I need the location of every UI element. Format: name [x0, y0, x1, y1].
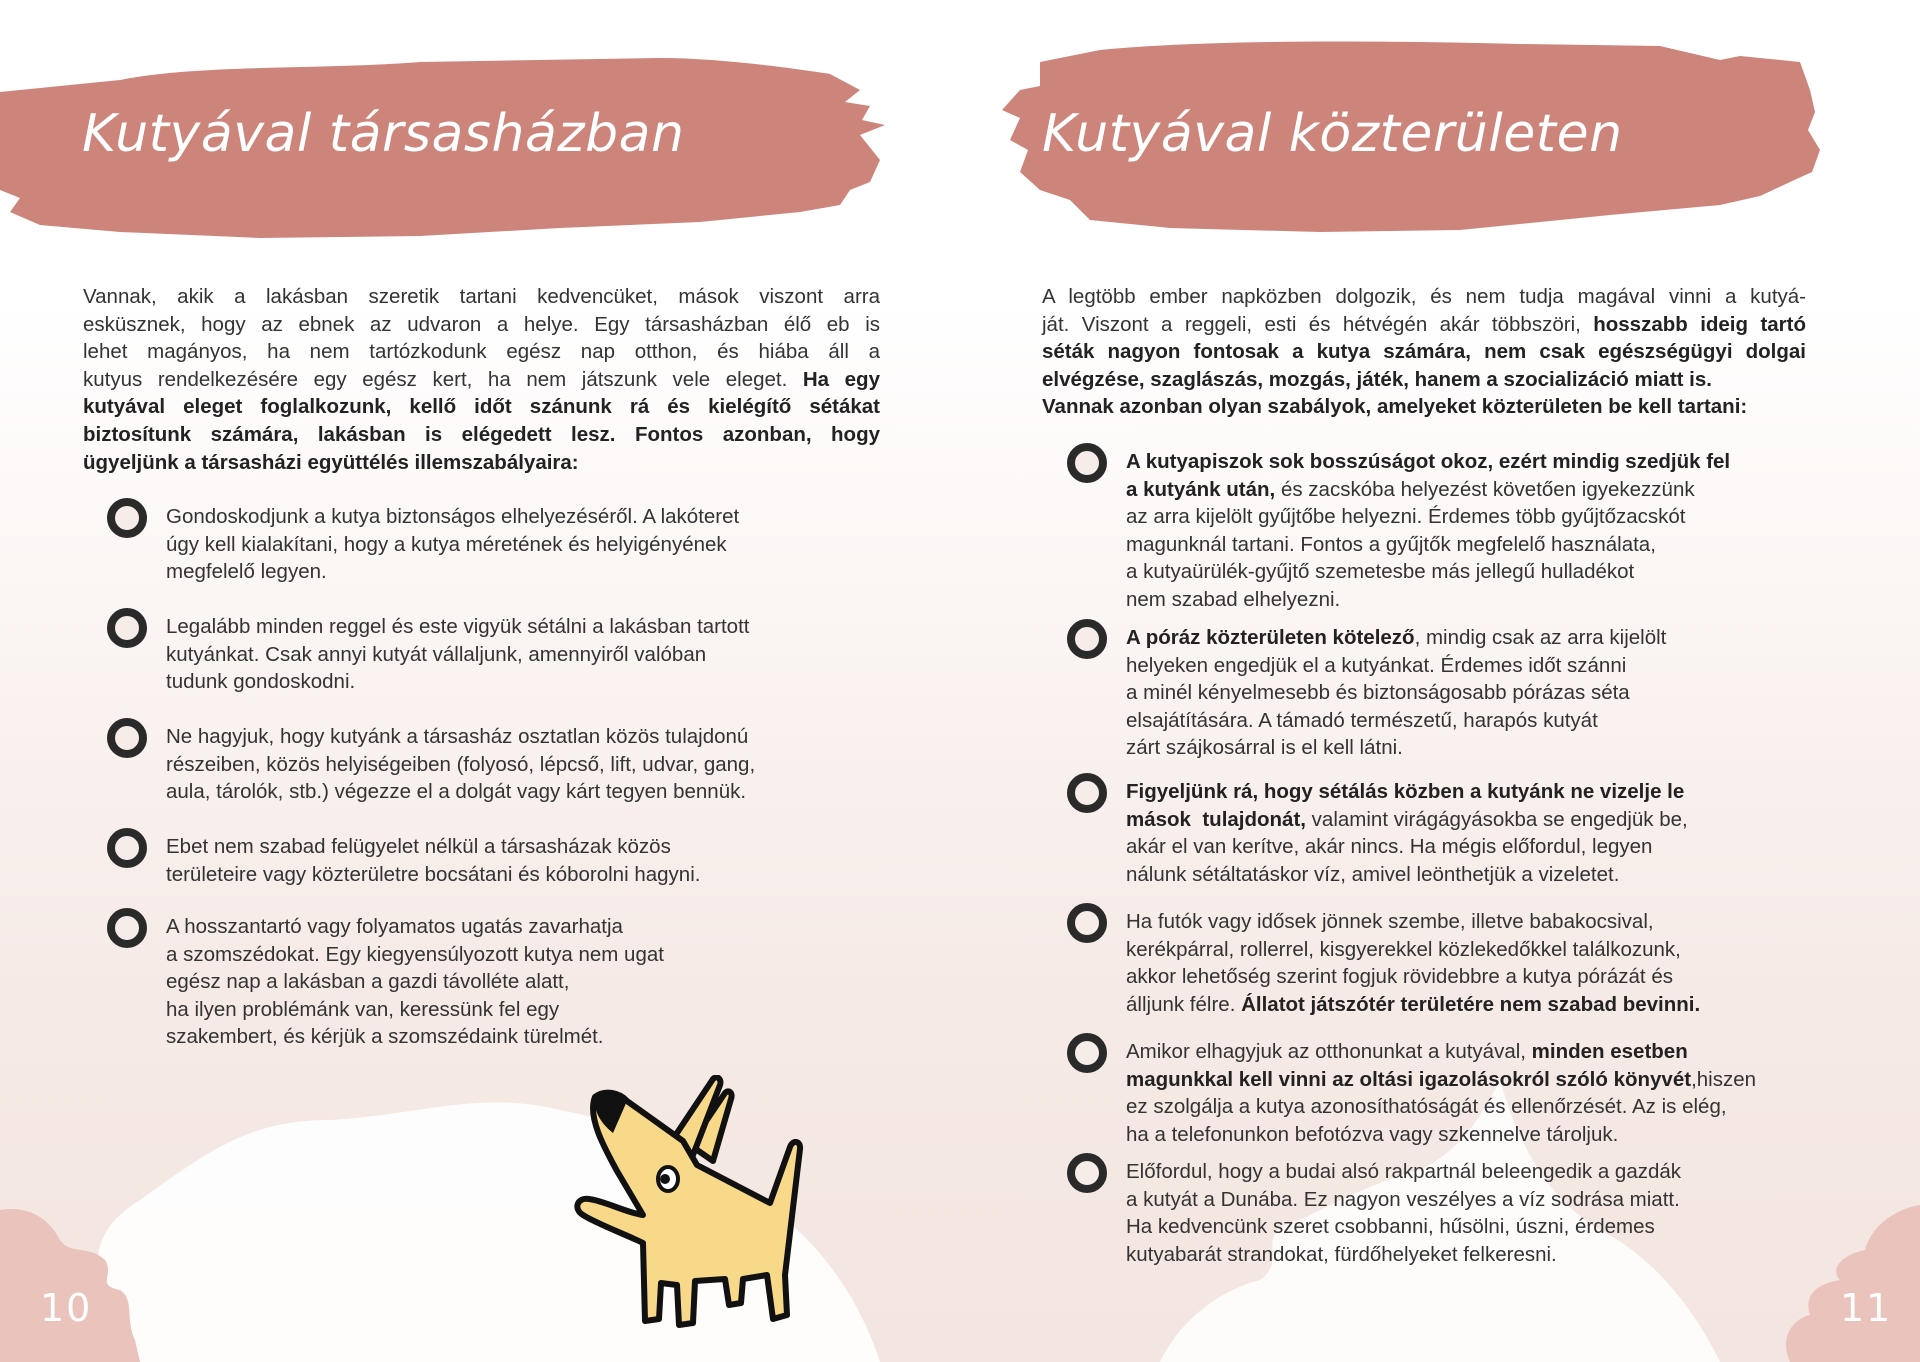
intro-line: séták nagyon fontosak a kutya számára, nem csak egészségügyi dolgai: [1042, 340, 1806, 364]
list-item-line: Legalább minden reggel és este vigyük sétálni a lakásban tartott: [166, 615, 750, 638]
list-item-line: [1126, 734, 1666, 762]
right-page: [960, 0, 1920, 1362]
list-item-line: kutyánkat. Csak annyi kutyát vállaljunk, amennyiről valóban: [166, 642, 707, 666]
intro-paragraph: [83, 283, 880, 476]
circle-bullet-icon: [1064, 900, 1110, 946]
list-item-line: [1126, 778, 1688, 806]
list-item-line: [1126, 448, 1730, 476]
circle-bullet-icon: [1064, 440, 1110, 486]
intro-line: lehet magányos, ha nem tartózkodunk egész nap otthon, és hiába áll a: [83, 340, 880, 364]
intro-line: elvégzése, szaglászás, mozgás, játék, hanem a szocializáció miatt is.: [1042, 367, 1712, 391]
text-run: helyeken engedjük el a kutyánkat. Érdemes időt szánni: [1126, 653, 1627, 677]
page-title: Kutyával közterületen: [1042, 104, 1623, 164]
list-item-line: [1126, 1121, 1756, 1149]
list-item-line: [1126, 936, 1700, 964]
list-item-line: tudunk gondoskodni.: [166, 670, 356, 694]
text-run: a kutyaürülék-gyűjtő szemetesbe más jellegű hulladékot: [1126, 560, 1635, 584]
text-run: Ha futók vagy idősek jönnek szembe, illetve babakocsival,: [1126, 910, 1654, 933]
text-run: kerékpárral, rollerrel, kisgyerekkel közlekedőkkel találkozunk,: [1126, 937, 1681, 961]
circle-bullet-icon: [1064, 770, 1110, 816]
list-item-line: [1126, 652, 1666, 680]
list-item-line: aula, tárolók, stb.) végezze el a dolgát vagy kárt tegyen bennük.: [166, 780, 747, 804]
intro-line: ügyeljünk a társasházi együttélés illemszabályaira:: [83, 450, 579, 474]
text-run: akkor lehetőség szerint fogjuk rövidebbre a kutya pórázát és: [1126, 965, 1673, 989]
bold-text: a kutyánk után,: [1126, 477, 1276, 501]
intro-paragraph: [1042, 283, 1806, 421]
text-run: ,hiszen: [1691, 1067, 1757, 1091]
intro-line: A legtöbb ember napközben dolgozik, és nem tudja magával vinni a kutyá-: [1042, 285, 1806, 308]
text-run: a kutyát a Dunába. Ez nagyon veszélyes a víz sodrása miatt.: [1126, 1187, 1680, 1211]
text-run: álljunk félre.: [1126, 992, 1242, 1016]
text-run: az arra kijelölt gyűjtőbe helyezni. Érdemes több gyűjtőzacskót: [1126, 505, 1686, 529]
intro-line: biztosítunk számára, lakásban is elégedett lesz. Fontos azonban, hogy: [83, 422, 880, 446]
list-item-line: részeiben, közös helyiségeiben (folyosó, lépcső, lift, udvar, gang,: [166, 752, 756, 776]
text-run: magunknál tartani. Fontos a gyűjtők megfelelő használata,: [1126, 532, 1656, 556]
list-item-line: területeire vagy közterületre bocsátani és kóborolni hagyni.: [166, 862, 701, 886]
text-run: kutyabarát strandokat, fürdőhelyeket felkeresni.: [1126, 1242, 1557, 1266]
bold-text: magunkkal kell vinni az oltási igazolásokról szóló könyvét: [1126, 1067, 1692, 1091]
bold-text: A kutyapiszok sok bosszúságot okoz, ezért mindig szedjük fel: [1126, 450, 1731, 473]
list-item-line: [1126, 679, 1666, 707]
list-item-line: [1126, 1186, 1681, 1214]
text-run: ez szolgálja a kutya azonosíthatóságát és ellenőrzését. Az is elég,: [1126, 1095, 1727, 1119]
list-item-line: [1126, 908, 1700, 936]
text-run: Előfordul, hogy a budai alsó rakpartnál beleengedik a gazdák: [1126, 1160, 1682, 1183]
intro-line: ját. Viszont a reggeli, esti és hétvégén akár többszöri, hosszabb ideig tartó: [1042, 312, 1806, 336]
circle-bullet-icon: [104, 495, 150, 541]
text-run: ha a telefonunkon befotózva vagy szkennelve tároljuk.: [1126, 1122, 1619, 1146]
list-item-line: [1126, 1158, 1681, 1186]
list-item-line: ha ilyen problémánk van, keressünk fel egy: [166, 997, 560, 1021]
text-run: nem szabad elhelyezni.: [1126, 587, 1341, 611]
bold-text: A póráz közterületen kötelező: [1126, 626, 1415, 649]
list-item-line: [1126, 1241, 1681, 1269]
list-item-line: egész nap a lakásban a gazdi távolléte alatt,: [166, 970, 570, 994]
list-item-line: [1126, 963, 1700, 991]
bold-text: Figyeljünk rá, hogy sétálás közben a kutyánk ne vizelje le: [1126, 780, 1685, 803]
text-run: valamint virágágyásokba se engedjük be,: [1305, 807, 1688, 831]
page-title: Kutyával társasházban: [82, 104, 685, 164]
list-item-line: [1126, 1066, 1756, 1094]
text-run: akár el van kerítve, akár nincs. Ha mégis előfordul, legyen: [1126, 835, 1653, 859]
list-item-line: [1126, 707, 1666, 735]
list-item-line: [1126, 558, 1730, 586]
text-run: zárt szájkosárral is el kell látni.: [1126, 736, 1403, 760]
text-run: Amikor elhagyjuk az otthonunkat a kutyával,: [1126, 1040, 1532, 1063]
circle-bullet-icon: [1064, 1150, 1110, 1196]
circle-bullet-icon: [104, 715, 150, 761]
text-run: nálunk sétáltatáskor víz, amivel leönthetjük a vizeletet.: [1126, 862, 1620, 886]
intro-line: esküsznek, hogy az ebnek az udvaron a helye. Egy társasházban élő eb is: [83, 312, 880, 336]
dog-illustration-icon: [565, 1075, 810, 1335]
list-item-line: Ebet nem szabad felügyelet nélkül a társasházak közös: [166, 835, 671, 858]
list-item-line: [1126, 806, 1688, 834]
text-run: Ha kedvencünk szeret csobbanni, hűsölni, úszni, érdemes: [1126, 1215, 1655, 1239]
list-item-line: szakembert, és kérjük a szomszédaink türelmét.: [166, 1025, 604, 1049]
page-number: 10: [40, 1286, 93, 1330]
circle-bullet-icon: [104, 605, 150, 651]
list-item-line: [1126, 991, 1700, 1019]
list-item-line: megfelelő legyen.: [166, 560, 327, 584]
text-run: a minél kényelmesebb és biztonságosabb pórázas séta: [1126, 681, 1630, 705]
list-item-line: [1126, 476, 1730, 504]
list-item-line: [1126, 833, 1688, 861]
list-item-line: [1126, 861, 1688, 889]
list-item-line: [1126, 531, 1730, 559]
list-item-line: [1126, 586, 1730, 614]
list-item-line: [1126, 503, 1730, 531]
intro-line: Vannak azonban olyan szabályok, amelyeket közterületen be kell tartani:: [1042, 395, 1748, 419]
page-number: 11: [1840, 1286, 1893, 1330]
text-run: elsajátítására. A támadó természetű, harapós kutyát: [1126, 708, 1598, 732]
list-item-line: [1126, 1213, 1681, 1241]
pink-splatter: [1786, 1205, 1920, 1362]
intro-line: kutyával eleget foglalkozunk, kellő időt szánunk rá és kielégítő sétákat: [83, 395, 880, 419]
text-run: , mindig csak az arra kijelölt: [1414, 626, 1667, 649]
list-item-line: Ne hagyjuk, hogy kutyánk a társasház osztatlan közös tulajdonú: [166, 725, 749, 748]
list-item-line: A hosszantartó vagy folyamatos ugatás zavarhatja: [166, 915, 623, 938]
list-item-line: Gondoskodjunk a kutya biztonságos elhelyezéséről. A lakóteret: [166, 505, 740, 528]
circle-bullet-icon: [1064, 616, 1110, 662]
intro-line: kutyus rendelkezésére egy egész kert, ha nem játszunk vele eleget. Ha egy: [83, 367, 880, 391]
circle-bullet-icon: [104, 825, 150, 871]
list-item-line: [1126, 624, 1666, 652]
list-item-line: úgy kell kialakítani, hogy a kutya méretének és helyigényének: [166, 532, 727, 556]
bold-text: mások tulajdonát,: [1126, 807, 1306, 831]
list-item-line: [1126, 1093, 1756, 1121]
list-item-line: a szomszédokat. Egy kiegyensúlyozott kutya nem ugat: [166, 942, 664, 966]
list-item-line: [1126, 1038, 1756, 1066]
text-run: és zacskóba helyezést követően igyekezzünk: [1275, 477, 1695, 501]
circle-bullet-icon: [1064, 1030, 1110, 1076]
bold-text: Állatot játszótér területére nem szabad bevinni.: [1241, 992, 1701, 1016]
circle-bullet-icon: [104, 905, 150, 951]
intro-line: Vannak, akik a lakásban szeretik tartani kedvencüket, mások viszont arra: [83, 285, 880, 308]
bold-text: minden esetben: [1531, 1040, 1688, 1063]
